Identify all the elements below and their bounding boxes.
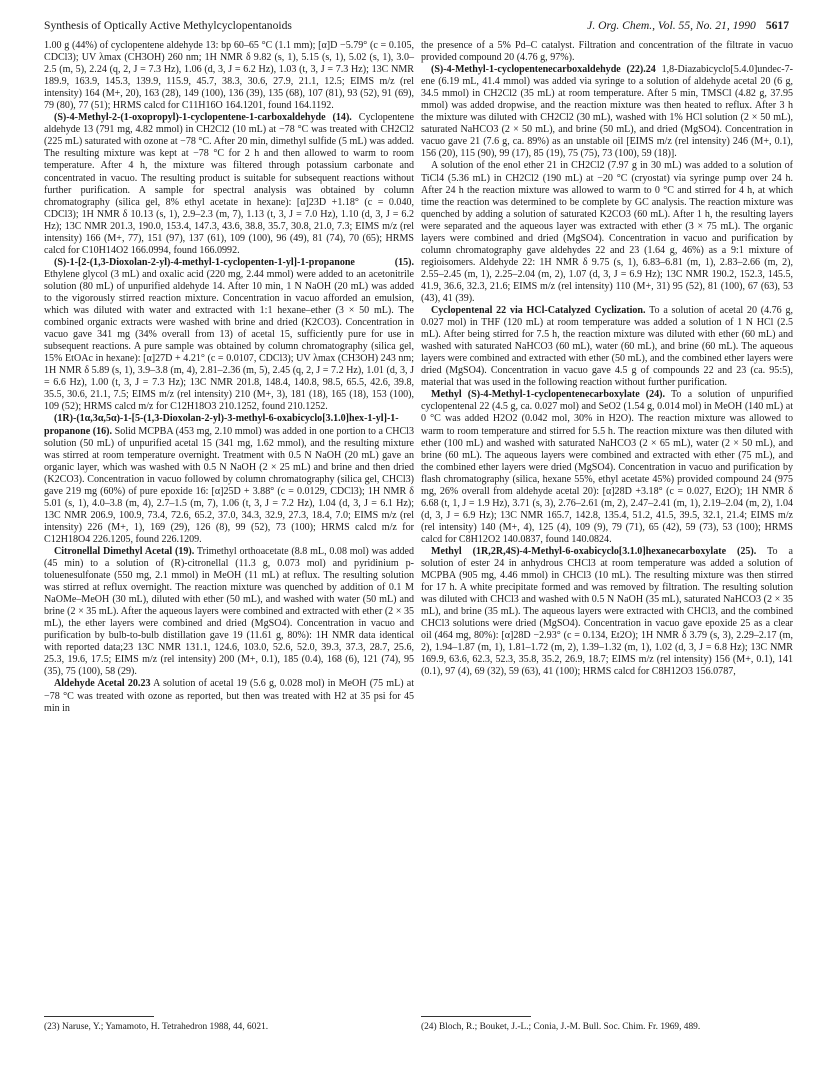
paragraph: the presence of a 5% Pd–C catalyst. Filtration and concentration of the filtrate in vacuo provided compound 20 (4.76 g, 97%). [421, 40, 793, 64]
journal-name: J. Org. Chem., Vol. 55, No. 21, 1990 [587, 19, 756, 32]
paragraph [44, 678, 414, 714]
paragraph-text: A solution of acetal 19 (5.6 g, 0.028 mol) in MeOH (75 mL) at −78 °C was treated with ozone as reported, but then was treated with H2 at 35 psi for 45 min in [44, 678, 414, 714]
paragraph-text: Solid MCPBA (453 mg, 2.10 mmol) was added in one portion to a CHCl3 solution (50 mL) of unpurified acetal 15 (341 mg, 1.62 mmol), and the resulting mixture was stirred at room temperature overnight. Treatment with 0.5 N NaOH (20 mL) gave an organic layer, which was washed with 0.5 N NaOH (2 × 25 mL) and brine and then dried (K2CO3). Concentration in vacuo followed by column chromatography (silica gel, CHCl3) gave 219 mg (60%) of pure epoxide 16: [α]25D + 3.88° (c = 0.0129, CDCl3); 1H NMR δ 5.01 (s, 1), 4.0–3.8 (m, 4), 2.7–1.5 (m, 7), 1.06 (t, 3, J = 7.2 Hz), 1.04 (d, 3, J = 6.1 Hz); 13C NMR 206.9, 100.9, 73.4, 72.6, 65.2, 37.0, 34.3, 32.9, 27.3, 18.4, 7.0; EIMS m/z (rel intensity) 226 (M+, 1), 169 (29), 126 (8), 99 (52), 73 (100); HRMS calcd m/z for C12H18O4 226.1205, found 226.1209. [44, 425, 415, 545]
paragraph-text: To a solution of ester 24 in anhydrous CHCl3 at room temperature was added a solution of MCPBA (905 mg, 4.46 mmol) in CHCl3 (10 mL). The resulting mixture was then stirred for 17 h. A white precipitate formed and was removed by filtration. The resulting solution was diluted with CHCl3 and washed with 0.5 N NaOH (35 mL), saturated NaHCO3 (2 × 35 mL), and brine (35 mL). The aqueous layers were extracted with CHCl3, and the combined CHCl3 solutions were dried (MgSO4). Concentration in vacuo gave epoxide 25 as a clear oil (464 mg, 80%): [α]28D −2.93° (c = 0.134, Et2O); 1H NMR δ 3.79 (s, 3), 2.29–2.17 (m, 2), 1.94–1.87 (m, 1), 1.81–1.72 (m, 2), 1.39–1.32 (m, 1), 1.02 (d, 3, J = 6.8 Hz); 13C NMR 169.9, 63.6, 62.3, 52.3, 35.8, 35.2, 26.9, 18.7; EIMS m/z (rel intensity) 156 (M+, 0.1), 141 (0.1), 97 (4), 69 (32), 59 (63), 41 (100); HRMS calcd for C8H12O3 156.0787, [421, 545, 793, 678]
paragraph-text: Ethylene glycol (3 mL) and oxalic acid (220 mg, 2.44 mmol) were added to an acetonitrile solution (80 mL) of unpurified aldehyde 14. After 10 min, 1 N NaOH (20 mL) was added to the vigorously stirred reaction mixture. Concentration in vacuo afforded an emulsion, which was diluted with water and extracted with 1:1 hexane–ether (3 × 50 mL). The combined organic extracts were washed with brine and dried (K2CO3). Concentration in vacuo gave 341 mg (34% overall from 13) of acetal 15, sufficiently pure for use in subsequent reactions. A pure sample was obtained by column chromatography (silica gel, 15% EtOAc in hexane): [α]27D + 4.21° (c = 0.0107, CDCl3); UV λmax (CH3OH) 243 nm; 1H NMR δ 5.89 (s, 1), 3.9–3.8 (m, 4), 2.81–2.36 (m, 5), 2.45 (q, 2, J = 7.2 Hz), 1.01 (d, 3, J = 6.6 Hz), 1.00 (t, 3, J = 7.3 Hz); 13C NMR 201.8, 148.4, 140.8, 98.5, 65.5, 42.6, 39.8, 35.5, 30.6, 21.1, 7.5; EIMS m/z (rel intensity) 210 (M+, 3), 181 (18), 165 (18), 153 (100), 109 (52); HRMS calcd m/z for C12H18O3 210.1252, found 210.1252. [44, 268, 414, 413]
compound-heading: Citronellal Dimethyl Acetal (19). [54, 545, 195, 557]
left-column [44, 40, 414, 715]
paragraph-text: Trimethyl orthoacetate (8.8 mL, 0.08 mol) was added (45 min) to a solution of (R)-citronellal (11.3 g, 0.073 mol) and pyridinium p-toluenesulfonate (550 mg, 2.1 mmol) in MeOH (11 mL) at reflux. The resulting solution was stirred at reflux overnight. The reaction mixture was quenched by addition of 0.1 M NaOMe–MeOH (30 mL), diluted with ether (50 mL), and washed with water (50 mL) and brine (2 × 35 mL). After the aqueous layers were combined and extracted with ether (2 × 35 mL), the ether layers were combined and dried (MgSO4). Concentration in vacuo and purification by bulb-to-bulb distillation gave 19 (11.61 g, 80%): 1H NMR data identical with reported data;23 13C NMR 131.1, 124.6, 103.0, 52.6, 52.0, 39.3, 37.3, 28.7, 25.6, 25.3, 19.6, 17.5; EIMS m/z (rel intensity) 200 (M+, 0.1), 185 (0.4), 168 (6), 121 (74), 95 (35), 75 (100), 58 (29). [44, 545, 414, 678]
footnote-divider [44, 1016, 154, 1017]
paragraph-text: 1,8-Diazabicyclo[5.4.0]undec-7-ene (6.19 mL, 41.4 mmol) was added via syringe to a solution of aldehyde acetal 20 (6 g, 34.5 mmol) in CH2Cl2 (35 mL) at room temperature. After 5 min, TMSCl (4.82 g, 37.95 mmol) was added dropwise, and the reaction mixture was then heated to reflux. After 3 h the mixture was diluted with CH2Cl2 (30 mL), washed with 1% HCl solution (2 × 50 mL), saturated NaHCO3 (2 × 50 mL), and brine (50 mL), and dried (MgSO4). Concentration in vacuo gave 21 (7.6 g, ca. 89%) as an unstable oil [EIMS m/z (rel intensity) 246 (M+, 0.1), 156 (20), 115 (90), 99 (17), 85 (19), 75 (75), 73 (100), 59 (18)]. [421, 64, 794, 160]
paragraph [421, 305, 793, 389]
paragraph [44, 112, 414, 257]
compound-heading: Methyl (1R,2R,4S)-4-Methyl-6-oxabicyclo[3.1.0]hexanecarboxylate (25). [431, 545, 757, 557]
footnote-23: (23) Naruse, Y.; Yamamoto, H. Tetrahedron 1988, 44, 6021. [44, 1022, 269, 1032]
paragraph: 1.00 g (44%) of cyclopentene aldehyde 13: bp 60–65 °C (1.1 mm); [α]D −5.79° (c = 0.105, CDCl3); UV λmax (CH3OH) 260 nm; 1H NMR δ 9.82 (s, 1), 5.15 (s, 1), 5.02 (s, 1), 3.0–2.5 (m, 5), 2.24 (q, 2, J = 7.3 Hz), 1.06 (d, 3, J = 6.2 Hz), 1.03 (t, 3, J = 7.3 Hz); 13C NMR 189.9, 163.9, 145.3, 139.9, 115.9, 45.7, 38.3, 30.6, 27.9, 21.1, 12.5; EIMS m/z (rel intensity) 164 (M+, 20), 163 (28), 149 (100), 136 (39), 135 (68), 107 (81), 93 (52), 91 (69), 79 (80), 77 (51); HRMS calcd for C11H16O 164.1201, found 164.1192. [44, 40, 414, 112]
paragraph [44, 257, 414, 414]
paragraph [421, 546, 793, 679]
compound-heading: (S)-1-[2-(1,3-Dioxolan-2-yl)-4-methyl-1-cyclopenten-1-yl]-1-propanone (15). [54, 256, 414, 268]
footnote-divider [421, 1016, 531, 1017]
running-title: Synthesis of Optically Active Methylcyclopentanoids [44, 19, 292, 32]
paragraph-text: To a solution of unpurified cyclopentenal 22 (4.5 g, ca. 0.027 mol) and SeO2 (1.54 g, 0.014 mol) in MeOH (140 mL) at 0 °C was added H2O2 (0.042 mol, 30% in H2O). The reaction mixture was allowed to warm to room temperature and stirred for 5.5 h. The reaction mixture was then diluted with ether (100 mL) and washed with saturated NaHCO3 (2 × 65 mL), water (2 × 50 mL), and brine (60 mL). The aqueous layers were combined and extracted with ether (75 mL), and the combined ether layers were dried (MgSO4). Concentration in vacuo and purification by flash chromatography (silica, hexane 55%, ethyl acetate 45%) provided compound 24 (975 mg, 26% overall from aldehyde acetal 20): [α]28D +3.18° (c = 0.027, Et2O); 1H NMR δ 6.68 (t, 1, J = 1.9 Hz), 3.71 (s, 3), 2.76–2.61 (m, 2), 2.47–2.41 (m, 1), 2.19–2.04 (m, 2), 1.04 (d, 3, J = 6.9 Hz); 13C NMR 165.7, 142.8, 135.4, 51.2, 41.5, 39.5, 32.1, 21.4; EIMS m/z (rel intensity) 140 (M+, 4), 125 (4), 109 (9), 79 (71), 65 (42), 59 (73), 53 (100); HRMS calcd for C8H12O2 140.0837, found 140.0824. [421, 389, 793, 545]
compound-heading: (1R)-(1α,3α,5α)-1-[5-(1,3-Dioxolan-2-yl)-3-methyl-6-oxabicyclo[3.1.0]hex-1-yl]-1-propanone (16). [44, 413, 399, 437]
running-head [44, 18, 789, 34]
paragraph [421, 64, 793, 160]
paragraph-text: To a solution of acetal 20 (4.76 g, 0.027 mol) in THF (120 mL) at room temperature was added a solution of 1 N HCl (2.5 mL). After being stirred for 7.5 h, the reaction mixture was diluted with ether (60 mL) and washed with saturated NaHCO3 (60 mL), water (60 mL), and brine (60 mL). The aqueous layers were combined and extracted with ether (50 mL), and the combined ether layers were dried (MgSO4). Concentration in vacuo gave 4.5 g of compounds 22 and 23 (ca. 95:5), material that was used in the following reaction without further purification. [421, 305, 793, 389]
paragraph: A solution of the enol ether 21 in CH2Cl2 (7.97 g in 30 mL) was added to a solution of TiCl4 (5.36 mL) in CH2Cl2 (190 mL) at −20 °C (cryostat) via syringe pump over 24 h. After 24 h the reaction mixture was allowed to warm to 0 °C and stirred for 4 h, at which time the reaction was determined to be complete by GC analysis. The reaction mixture was quenched by adding a solution of saturated K2CO3 (60 mL). After 1 h, the resulting layers were separated and the aqueous layer was extracted with ether (3 × 75 mL). The organic layers were combined and dried (MgSO4). Concentration in vacuo and purification by column chromatography gave aldehydes 22 and 23 (1.64 g, 46%) as a 9:1 mixture of regioisomers. Aldehyde 22: 1H NMR δ 9.75 (s, 1), 6.83–6.81 (m, 1), 2.83–2.66 (m, 2), 2.55–2.45 (m, 1), 2.25–2.04 (m, 2), 1.07 (d, 3, J = 6.9 Hz); 13C NMR 190.2, 152.3, 145.5, 41.9, 36.6, 32.3, 21.6; EIMS m/z (rel intensity) 110 (M+, 31) 95 (52), 81 (100), 67 (63), 53 (43), 41 (39). [421, 160, 793, 304]
paragraph [44, 546, 414, 679]
compound-heading: Cyclopentenal 22 via HCl-Catalyzed Cyclization. [431, 305, 646, 317]
compound-heading: Aldehyde Acetal 20.23 [54, 678, 151, 690]
footnote-24: (24) Bloch, R.; Bouket, J.-L.; Conia, J.-M. Bull. Soc. Chim. Fr. 1969, 489. [421, 1022, 701, 1032]
paragraph-text: Cyclopentene aldehyde 13 (791 mg, 4.82 mmol) in CH2Cl2 (10 mL) at −78 °C was treated with CH2Cl2 (225 mL) saturated with ozone at −78 °C. After 20 min, dimethyl sulfide (5 mL) was added. The resulting mixture was kept at −78 °C for 2 h and then allowed to warm to room temperature. After 4 h, the mixture was filtered through potassium carbonate and concentrated in vacuo. The resulting product is suitable for subsequent reactions without further purification. A sample for spectral analysis was obtained by column chromatography (silica gel, 8% ethyl acetate in hexane): [α]23D +1.18° (c = 0.040, CDCl3); 1H NMR δ 10.13 (s, 1), 2.9–2.3 (m, 7), 1.13 (t, 3, J = 7.0 Hz), 1.10 (d, 3, J = 6.2 Hz); 13C NMR 201.3, 190.0, 153.4, 147.3, 43.6, 38.8, 35.7, 30.8, 21.0, 7.3; EIMS m/z (rel intensity) 166 (M+, 77), 151 (97), 137 (61), 109 (100), 96 (49), 81 (74), 70 (65); HRMS calcd for C10H14O2 166.0994, found 166.0992. [44, 112, 414, 256]
paragraph [44, 413, 414, 546]
journal-citation [587, 18, 789, 34]
right-column [421, 40, 793, 678]
page-number: 5617 [765, 19, 789, 32]
compound-heading: (S)-4-Methyl-2-(1-oxopropyl)-1-cyclopentene-1-carboxaldehyde (14). [54, 112, 352, 124]
compound-heading: Methyl (S)-4-Methyl-1-cyclopentenecarboxylate (24). [431, 389, 666, 401]
compound-heading: (S)-4-Methyl-1-cyclopentenecarboxaldehyde (22).24 [431, 64, 656, 76]
paragraph [421, 389, 793, 546]
